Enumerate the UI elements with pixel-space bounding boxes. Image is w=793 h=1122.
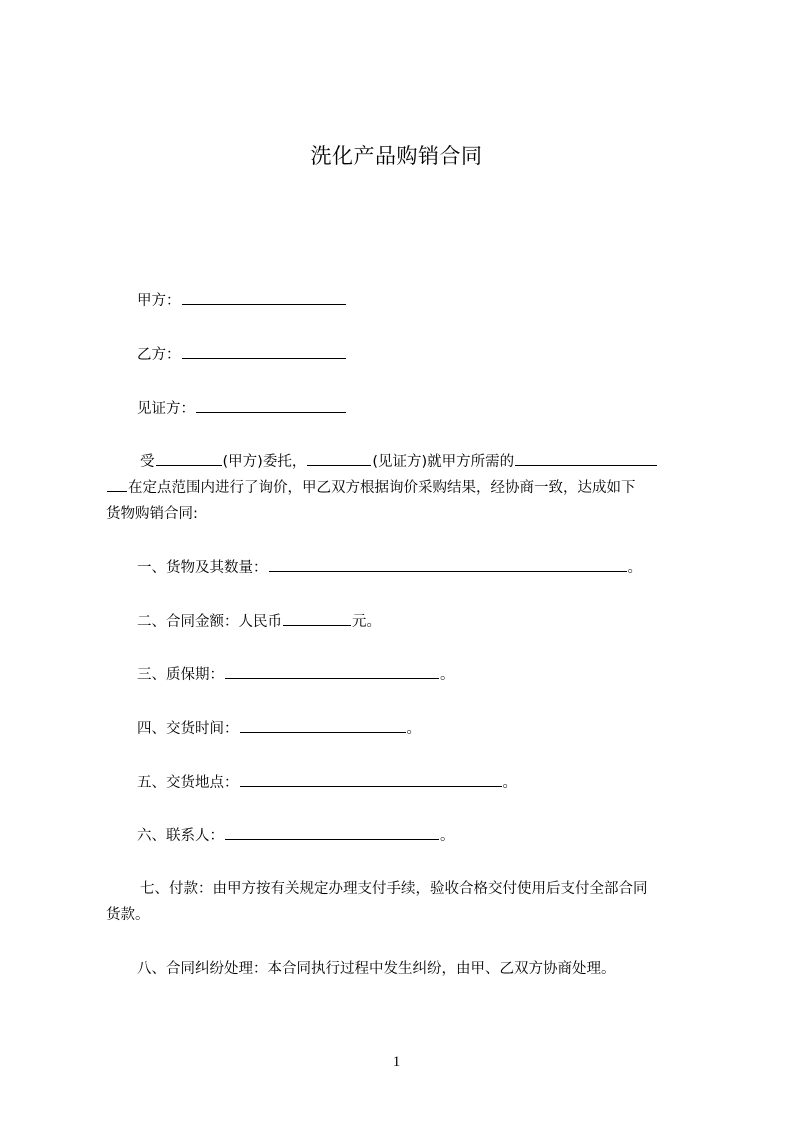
clause-3-end: 。	[440, 667, 455, 683]
clause-7-line-1	[140, 878, 648, 900]
clause-6-label: 六、联系人：	[137, 828, 224, 844]
clause-2-blank	[283, 611, 351, 626]
document-title: 洗化产品购销合同	[310, 144, 483, 168]
intro-blank-3	[515, 451, 657, 466]
clause-7-text-1: 七、付款：由甲方按有关规定办理支付手续，验收合格交付使用后支付全部合同	[140, 881, 648, 897]
party-a-line	[137, 290, 347, 312]
witness-blank	[196, 398, 346, 413]
clause-4-end: 。	[406, 721, 421, 737]
party-b-blank	[182, 344, 346, 359]
witness-label: 见证方：	[137, 401, 195, 417]
clause-7-text-2: 货款。	[106, 907, 150, 923]
clause-3-blank	[225, 664, 439, 679]
witness-line	[137, 398, 347, 420]
clause-5-blank	[240, 772, 502, 787]
clause-5	[137, 772, 517, 794]
intro-line-1	[140, 451, 658, 473]
intro-line-3	[106, 503, 198, 525]
intro-blank-1	[156, 451, 222, 466]
intro-text-4: 在定点范围内进行了询价，甲乙双方根据询价采购结果，经协商一致，达成如下	[128, 480, 636, 496]
clause-1-blank	[269, 557, 627, 572]
clause-6-blank	[225, 825, 439, 840]
clause-2-end: 元。	[352, 614, 381, 630]
clause-2	[137, 611, 381, 633]
intro-blank-4	[107, 477, 127, 492]
party-a-blank	[182, 290, 346, 305]
clause-2-label: 二、合同金额：人民币	[137, 614, 282, 630]
clause-3	[137, 664, 455, 686]
clause-4	[137, 718, 421, 740]
intro-line-2	[106, 477, 636, 499]
clause-4-blank	[240, 718, 406, 733]
page-number: 1	[392, 1054, 401, 1070]
intro-text-5: 货物购销合同:	[106, 506, 198, 522]
clause-4-label: 四、交货时间：	[137, 721, 239, 737]
intro-text-3: (见证方)就甲方所需的	[372, 454, 515, 470]
intro-text-2: (甲方)委托，	[222, 454, 307, 470]
clause-1	[137, 557, 642, 579]
clause-5-end: 。	[502, 775, 517, 791]
party-b-line	[137, 344, 347, 366]
clause-8	[137, 958, 616, 980]
clause-7-line-2	[106, 904, 150, 926]
clause-5-label: 五、交货地点：	[137, 775, 239, 791]
clause-3-label: 三、质保期：	[137, 667, 224, 683]
party-a-label: 甲方：	[137, 293, 181, 309]
clause-6	[137, 825, 455, 847]
clause-1-label: 一、货物及其数量：	[137, 560, 268, 576]
party-b-label: 乙方：	[137, 347, 181, 363]
clause-1-end: 。	[627, 560, 642, 576]
clause-6-end: 。	[440, 828, 455, 844]
clause-8-text: 八、合同纠纷处理：本合同执行过程中发生纠纷，由甲、乙双方协商处理。	[137, 961, 616, 977]
intro-text-1: 受	[140, 454, 155, 470]
intro-blank-2	[307, 451, 371, 466]
